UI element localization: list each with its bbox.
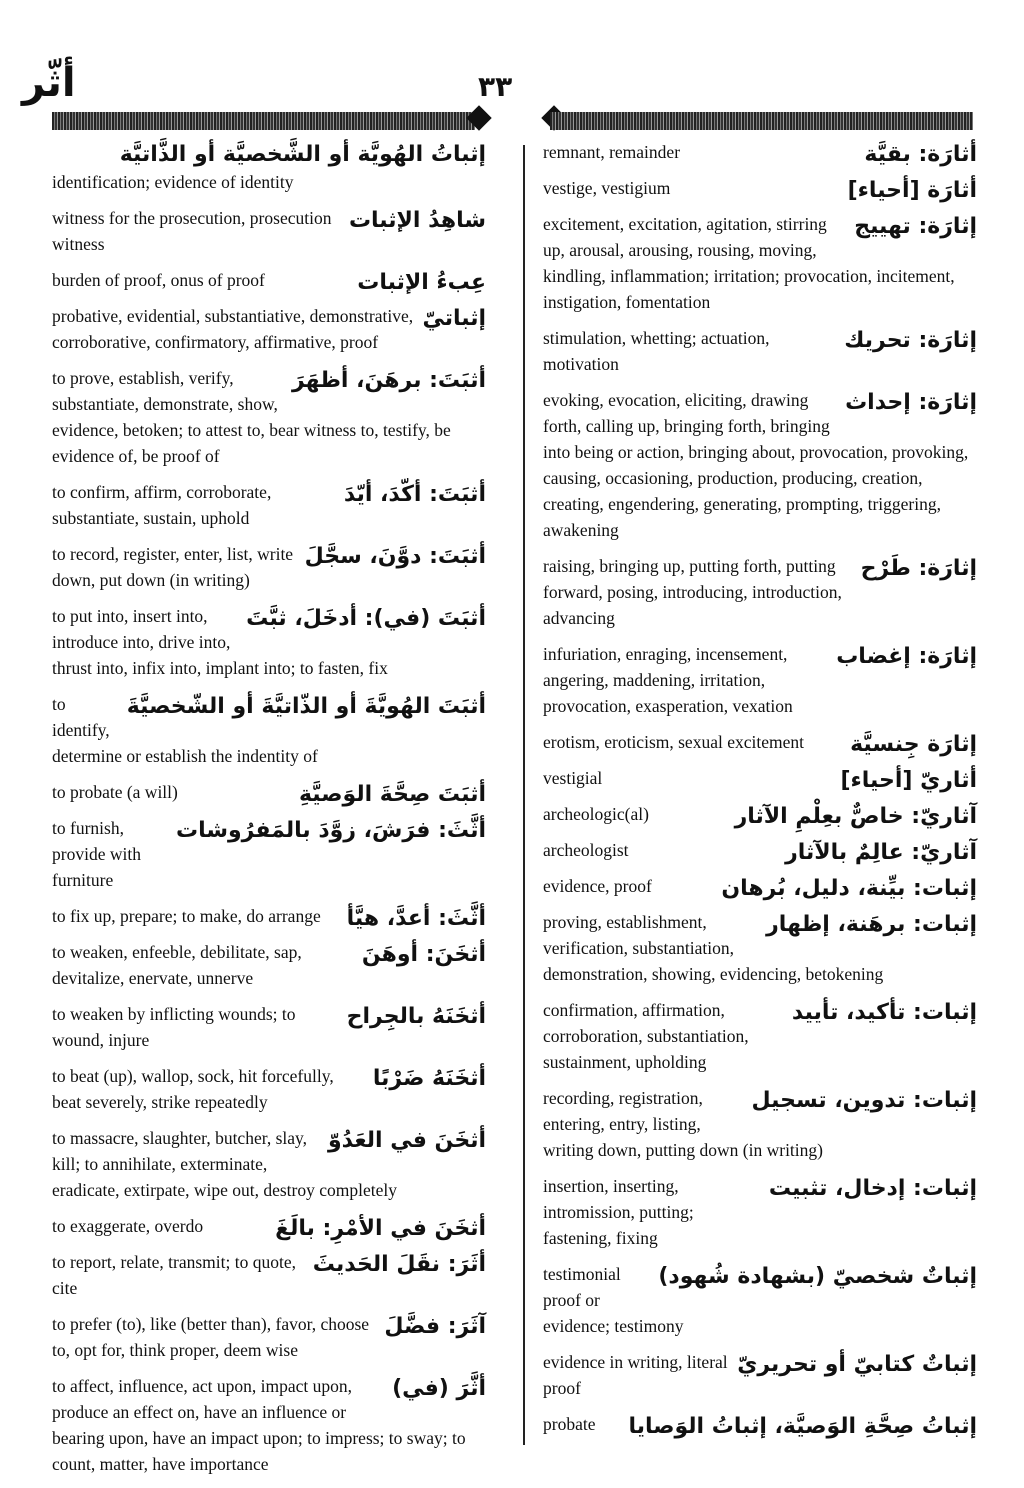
dictionary-entry — [52, 1002, 486, 1054]
english-definition: identification; evidence of identity — [52, 172, 294, 192]
english-definition: to put into, insert into, introduce into, drive into, thrust into, infix into, implant into; to fasten, fix — [52, 606, 388, 678]
dictionary-entry — [543, 838, 977, 864]
english-definition: to report, relate, transmit; to quote, cite — [52, 1252, 296, 1298]
dictionary-entry — [543, 388, 977, 544]
english-definition: evoking, evocation, eliciting, drawing forth, calling up, bringing forth, bringing into being or action, bringing about, provocation, provoking, causing, occasioning, production, producing, creation, creating, engendering, generating, prompting, triggering, awakening — [543, 390, 969, 540]
arabic-headword: أثبَتَ صِحَّةَ الوَصيَّةِ — [298, 782, 486, 807]
arabic-headword: عِبءُ الإثبات — [357, 270, 486, 295]
arabic-headword: إثارَة: تهييج — [854, 214, 977, 239]
english-definition: infuriation, enraging, incensement, angering, maddening, irritation, provocation, exasperation, vexation — [543, 644, 793, 716]
english-definition: to massacre, slaughter, butcher, slay, kill; to annihilate, exterminate, eradicate, extirpate, wipe out, destroy completely — [52, 1128, 398, 1200]
english-definition: raising, bringing up, putting forth, putting forward, posing, introducing, introduction, advancing — [543, 556, 842, 628]
english-definition: to furnish, provide with furniture — [52, 818, 141, 890]
dictionary-entry — [543, 212, 977, 316]
arabic-headword: إثارَة: طَرْح — [860, 556, 977, 581]
dictionary-entry — [52, 1312, 486, 1364]
dictionary-entry — [543, 874, 977, 900]
dictionary-entry — [543, 140, 977, 166]
column-divider — [523, 145, 525, 1445]
guide-word: أثّر — [22, 60, 76, 106]
arabic-headword: آثَرَ: فضَّلَ — [384, 1314, 486, 1339]
dictionary-entry — [52, 1214, 486, 1240]
english-definition: remnant, remainder — [543, 142, 681, 162]
dictionary-entry — [543, 1412, 977, 1438]
dictionary-entry — [543, 1174, 977, 1252]
english-definition: to prefer (to), like (better than), favor, choose to, opt for, think proper, deem wise — [52, 1314, 370, 1360]
arabic-headword: أثخَنَ: أوهَنَ — [361, 942, 486, 967]
english-definition: archeologist — [543, 840, 629, 860]
arabic-headword: إثبات: إدخال، تثبيت — [768, 1176, 977, 1201]
english-definition: erotism, eroticism, sexual excitement — [543, 732, 804, 752]
dictionary-entry — [52, 366, 486, 470]
right-column — [543, 140, 977, 1448]
arabic-headword: أثبَتَ: دوَّنَ، سجَّلَ — [304, 544, 486, 569]
english-definition: to affect, influence, act upon, impact upon, produce an effect on, have an influence or bearing upon, have an impact upon; to impress; to sway; to count, matter, have importance — [52, 1376, 466, 1474]
english-definition: to probate (a will) — [52, 782, 178, 802]
arabic-headword: أثخَنَ في الأمْرِ: بالَغَ — [275, 1216, 486, 1241]
arabic-headword: إثارَة: تحريك — [844, 328, 977, 353]
dictionary-entry — [52, 140, 486, 196]
arabic-headword: أثخَنَهُ ضَرْبًا — [372, 1066, 486, 1091]
english-definition: evidence in writing, literal proof — [543, 1352, 728, 1398]
arabic-headword: أثارَة [أحياء] — [847, 178, 977, 203]
english-definition: confirmation, affirmation, corroboration, substantiation, sustainment, upholding — [543, 1000, 749, 1072]
english-definition: insertion, inserting, intromission, putting; fastening, fixing — [543, 1176, 694, 1248]
arabic-headword: إثبات: برهَنة، إظهار — [766, 912, 977, 937]
english-definition: vestigial — [543, 768, 603, 788]
arabic-headword: إثبات: بيِّنة، دليل، بُرهان — [721, 876, 977, 901]
english-definition: vestige, vestigium — [543, 178, 671, 198]
arabic-headword: أثخَنَهُ بالجِراح — [346, 1004, 486, 1029]
page-header — [0, 0, 1024, 140]
english-definition: recording, registration, entering, entry, listing, writing down, putting down (in writing) — [543, 1088, 823, 1160]
dictionary-entry — [52, 604, 486, 682]
english-definition: to exaggerate, overdo — [52, 1216, 204, 1236]
arabic-headword: شاهِدُ الإثبات — [348, 208, 486, 233]
dictionary-entry — [543, 1262, 977, 1340]
arabic-headword: أثَرَ: نقَلَ الحَديثَ — [312, 1252, 486, 1277]
dictionary-entry — [543, 1086, 977, 1164]
arabic-headword: إثباتُ صِحَّةِ الوَصيَّة، إثباتُ الوَصايا — [628, 1414, 977, 1439]
arabic-headword: أثبَتَ (في): أدخَلَ، ثبَّتَ — [246, 606, 486, 631]
dictionary-entry — [52, 480, 486, 532]
english-definition: testimonial proof or evidence; testimony — [543, 1264, 684, 1336]
english-definition: to identify, determine or establish the indentity of — [52, 694, 318, 766]
dictionary-entry — [52, 816, 486, 894]
dictionary-entry — [52, 904, 486, 930]
arabic-headword: أثَّثَ: فرَشَ، زوَّدَ بالمَفرُوشات — [175, 818, 486, 843]
arabic-headword: إثبات: تأكيد، تأييد — [791, 1000, 977, 1025]
arabic-headword: إثباتُ الهُويَّة أو الشَّخصيَّة أو الذَّاتيَّة — [119, 142, 486, 167]
dictionary-entry — [543, 1350, 977, 1402]
english-definition: to weaken by inflicting wounds; to wound, injure — [52, 1004, 296, 1050]
english-definition: to prove, establish, verify, substantiate, demonstrate, show, evidence, betoken; to attest to, bear witness to, testify, be evidence of, be proof of — [52, 368, 451, 466]
english-definition: to fix up, prepare; to make, do arrange — [52, 906, 321, 926]
arabic-headword: أثارَة: بقيَّة — [864, 142, 977, 167]
dictionary-entry — [543, 998, 977, 1076]
arabic-headword: أثَّرَ (في) — [392, 1376, 486, 1401]
page-number: ٣٣ — [478, 70, 513, 103]
dictionary-entry — [543, 554, 977, 632]
dictionary-entry — [543, 910, 977, 988]
arabic-headword: أثبَتَ الهُويَّةَ أو الذّاتيَّةَ أو الشّخصيَّةَ — [126, 694, 486, 719]
dictionary-entry — [543, 176, 977, 202]
header-band-right — [550, 112, 973, 130]
dictionary-entry — [543, 326, 977, 378]
arabic-headword: إثارَة جِنسيَّة — [850, 732, 977, 757]
dictionary-entry — [543, 642, 977, 720]
dictionary-entry — [52, 1126, 486, 1204]
english-definition: stimulation, whetting; actuation, motivation — [543, 328, 770, 374]
arabic-headword: إثارَة: إغضاب — [836, 644, 977, 669]
english-definition: archeologic(al) — [543, 804, 649, 824]
arabic-headword: آثاريّ: عالِمٌ بالآثار — [785, 840, 977, 865]
english-definition: excitement, excitation, agitation, stirring up, arousal, arousing, rousing, moving, kindling, inflammation; irritation; provocation, incitement, instigation, fomentation — [543, 214, 955, 312]
arabic-headword: أثَّثَ: أعدَّ، هيَّأ — [346, 906, 486, 931]
dictionary-entry — [52, 1250, 486, 1302]
english-definition: witness for the prosecution, prosecution witness — [52, 208, 332, 254]
left-column — [52, 140, 486, 1488]
dictionary-entry — [52, 940, 486, 992]
dictionary-entry — [52, 304, 486, 356]
english-definition: to confirm, affirm, corroborate, substantiate, sustain, uphold — [52, 482, 272, 528]
dictionary-entry — [543, 802, 977, 828]
arabic-headword: إثارَة: إحداث — [845, 390, 977, 415]
english-definition: proving, establishment, verification, substantiation, demonstration, showing, evidencing, betokening — [543, 912, 884, 984]
dictionary-entry — [543, 766, 977, 792]
dictionary-entry — [52, 780, 486, 806]
arabic-headword: أثبَتَ: أكّدَ، أيّدَ — [343, 482, 486, 507]
dictionary-entry — [52, 206, 486, 258]
arabic-headword: آثاريّ: خاصٌّ بعِلْمِ الآثار — [734, 804, 977, 829]
dictionary-entry — [52, 542, 486, 594]
english-definition: probate — [543, 1414, 596, 1434]
english-definition: burden of proof, onus of proof — [52, 270, 265, 290]
arabic-headword: إثبات: تدوين، تسجيل — [751, 1088, 977, 1113]
english-definition: to beat (up), wallop, sock, hit forcefully, beat severely, strike repeatedly — [52, 1066, 334, 1112]
arabic-headword: إثباتٌ كتابيّ أو تحريريّ — [737, 1352, 977, 1377]
arabic-headword: أثاريّ [أحياء] — [840, 768, 977, 793]
dictionary-entry — [52, 692, 486, 770]
english-definition: to record, register, enter, list, write down, put down (in writing) — [52, 544, 294, 590]
arabic-headword: أثخَنَ في العَدُوّ — [327, 1128, 486, 1153]
dictionary-entry — [52, 268, 486, 294]
english-definition: probative, evidential, substantiative, demonstrative, corroborative, confirmatory, affirmative, proof — [52, 306, 414, 352]
header-band-left — [52, 112, 475, 130]
dictionary-entry — [52, 1374, 486, 1478]
dictionary-entry — [52, 1064, 486, 1116]
english-definition: to weaken, enfeeble, debilitate, sap, devitalize, enervate, unnerve — [52, 942, 302, 988]
english-definition: evidence, proof — [543, 876, 652, 896]
arabic-headword: إثباتيّ — [422, 306, 486, 331]
arabic-headword: إثباتٌ شخصيّ (بشهادة شُهود) — [658, 1264, 977, 1289]
arabic-headword: أثبَتَ: برهَنَ، أظهَرَ — [291, 368, 486, 393]
dictionary-entry — [543, 730, 977, 756]
